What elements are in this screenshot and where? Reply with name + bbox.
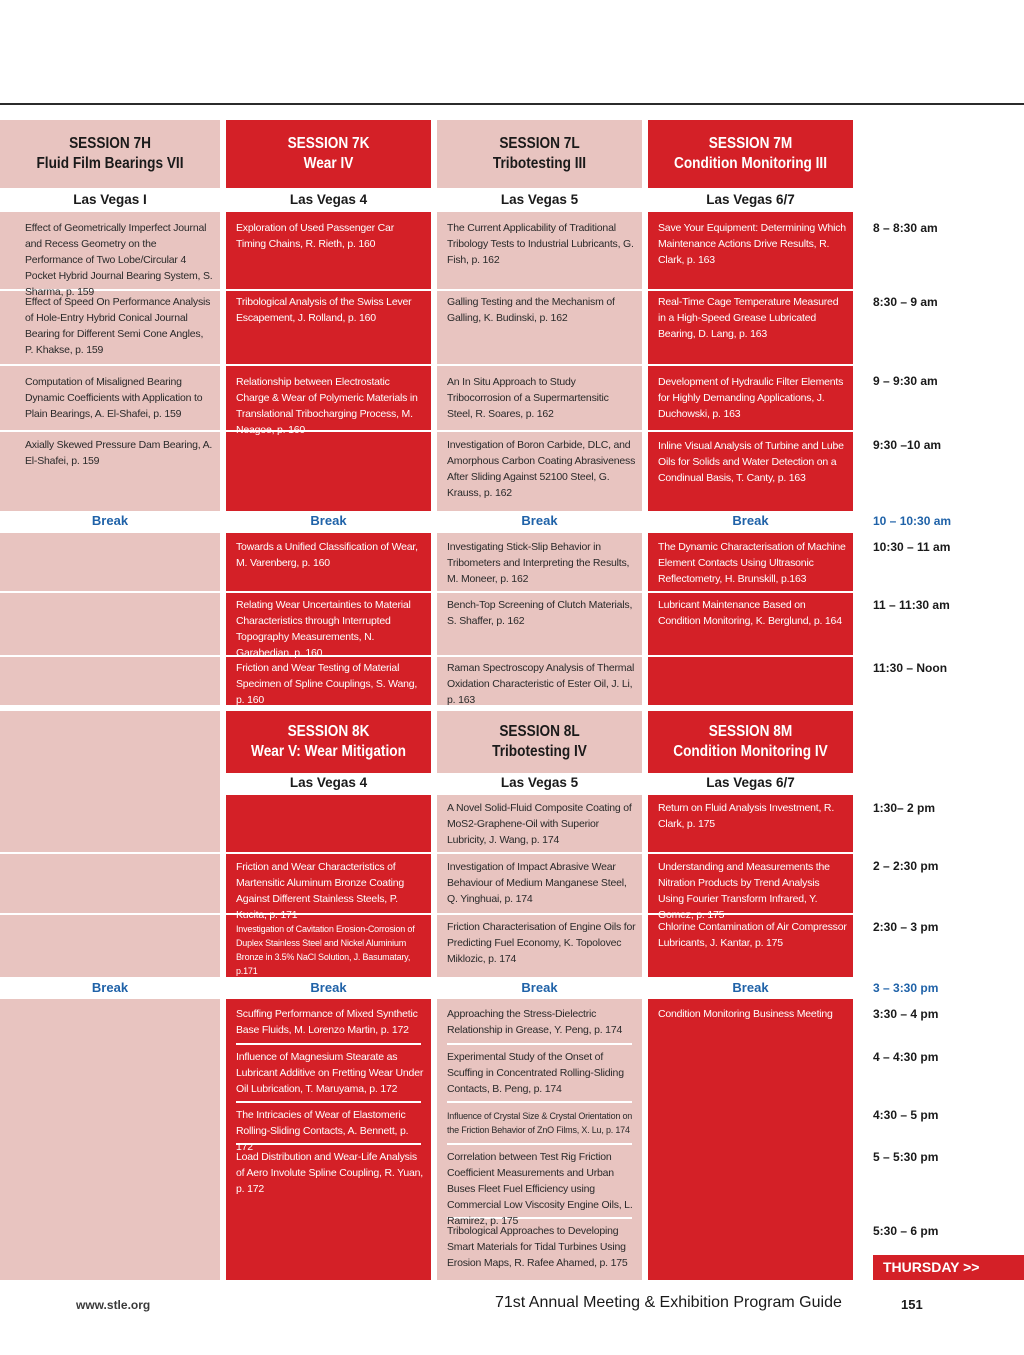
talk-entry: Effect of Geometrically Imperfect Journal and Recess Geometry on the Performance of Two Lobe/Circular 4 Pocket Hybrid Journal Bearing System, S. Sharma, p. 159 xyxy=(25,222,213,298)
time-slot: 5:30 – 6 pm xyxy=(873,1224,939,1238)
room-label: Las Vegas 4 xyxy=(226,773,431,793)
talk-entry: Investigation of Boron Carbide, DLC, and Amorphous Carbon Coating Abrasiveness After Sliding Against 52100 Steel, G. Krauss, p. 162 xyxy=(447,439,636,499)
break-label: Break xyxy=(0,511,220,531)
talk-entry: Save Your Equipment: Determining Which Maintenance Actions Drive Results, R. Clark, p. 163 xyxy=(658,222,846,266)
talk-entry: Influence of Crystal Size & Crystal Orientation on the Friction Behavior of ZnO Films, X. Lu, p. 174 xyxy=(447,1111,633,1135)
talk-entry: Axially Skewed Pressure Dam Bearing, A. El-Shafei, p. 159 xyxy=(25,439,213,467)
session-8m-header xyxy=(660,711,840,773)
top-rule xyxy=(0,103,1024,105)
break-label: Break xyxy=(648,978,853,998)
session-title: Tribotesting III xyxy=(492,155,587,172)
talk-entry: Relating Wear Uncertainties to Material Characteristics through Interrupted Topography Measurements, N. Garabedian, p. 160 xyxy=(236,599,411,659)
session-title: Wear V: Wear Mitigation xyxy=(251,743,406,760)
room-label: Las Vegas 6/7 xyxy=(648,190,853,210)
talk-entry: Friction and Wear Characteristics of Martensitic Aluminum Bronze Coating Against Different Stainless Steels, P. Kucita, p. 171 xyxy=(236,861,405,921)
talk-entry: Computation of Misaligned Bearing Dynamic Coefficients with Application to Plain Bearings, A. El-Shafei, p. 159 xyxy=(25,376,203,420)
session-title: Condition Monitoring III xyxy=(673,155,828,172)
talk-entry: The Intricacies of Wear of Elastomeric Rolling-Sliding Contacts, A. Bennett, p. 172 xyxy=(236,1109,409,1153)
talk-entry: Effect of Speed On Performance Analysis of Hole-Entry Hybrid Conical Journal Bearing for Different Semi Cone Angles, P. Khakse, p. 159 xyxy=(25,296,211,356)
session-title: Tribotesting IV xyxy=(492,743,587,760)
talk-entry: Raman Spectroscopy Analysis of Thermal Oxidation Characteristic of Ester Oil, J. Li, p. 163 xyxy=(447,662,635,706)
time-slot: 1:30– 2 pm xyxy=(873,801,936,815)
session-id: SESSION 7M xyxy=(708,135,793,152)
session-id: SESSION 7K xyxy=(287,135,370,152)
room-label: Las Vegas 5 xyxy=(437,190,642,210)
talk-entry: Tribological Approaches to Developing Smart Materials for Tidal Turbines Using Erosion Maps, R. Rafee Ahamed, p. 175 xyxy=(447,1225,628,1269)
column-7k-bg xyxy=(226,212,431,511)
talk-entry: Development of Hydraulic Filter Elements for Highly Demanding Applications, J. Duchowski, p. 163 xyxy=(658,376,844,420)
time-slot: 9 – 9:30 am xyxy=(873,374,938,388)
session-7k-header xyxy=(238,120,418,188)
break-label: Break xyxy=(226,511,431,531)
talk-entry: Towards a Unified Classification of Wear, M. Varenberg, p. 160 xyxy=(236,541,418,569)
talk-entry: Return on Fluid Analysis Investment, R. Clark, p. 175 xyxy=(658,802,835,830)
talk-entry: Influence of Magnesium Stearate as Lubricant Additive on Fretting Wear Under Oil Lubrication, T. Maruyama, p. 172 xyxy=(236,1051,424,1095)
talk-entry: Friction and Wear Testing of Material Specimen of Spline Couplings, S. Wang, p. 160 xyxy=(236,662,418,706)
talk-entry: Chlorine Contamination of Air Compressor Lubricants, J. Kantar, p. 175 xyxy=(658,921,847,949)
talk-entry: Scuffing Performance of Mixed Synthetic Base Fluids, M. Lorenzo Martin, p. 172 xyxy=(236,1008,418,1036)
time-slot: 11:30 – Noon xyxy=(873,661,948,675)
break-label: Break xyxy=(0,978,220,998)
session-8l-header xyxy=(449,711,629,773)
session-title: Condition Monitoring IV xyxy=(673,743,828,760)
column-7h-bg xyxy=(0,711,220,773)
talk-entry: Bench-Top Screening of Clutch Materials, S. Shaffer, p. 162 xyxy=(447,599,633,627)
session-id: SESSION 7H xyxy=(69,135,151,152)
column-7h-bg xyxy=(0,793,220,977)
break-label: Break xyxy=(226,978,431,998)
talk-entry: The Current Applicability of Traditional Tribology Tests to Industrial Lubricants, G. Fish, p. 162 xyxy=(447,222,634,266)
column-7h-bg xyxy=(0,773,220,793)
session-8k-header xyxy=(238,711,418,773)
session-7l-header xyxy=(449,120,629,188)
thursday-next-link[interactable]: THURSDAY >> xyxy=(873,1255,1024,1280)
session-title: Fluid Film Bearings VII xyxy=(36,155,184,172)
time-slot: 2:30 – 3 pm xyxy=(873,920,939,934)
session-7h-header xyxy=(13,120,207,188)
session-id: SESSION 8L xyxy=(499,723,580,740)
talk-entry: Friction Characterisation of Engine Oils for Predicting Fuel Economy, K. Topolovec Miklozic, p. 174 xyxy=(447,921,636,965)
footer-url[interactable]: www.stle.org xyxy=(76,1298,151,1312)
session-id: SESSION 8M xyxy=(708,723,793,740)
talk-entry: Galling Testing and the Mechanism of Galling, K. Budinski, p. 162 xyxy=(447,296,615,324)
talk-entry: Understanding and Measurements the Nitration Products by Trend Analysis Using Fourier Transform Infrared, Y. Gomez, p. 175 xyxy=(658,861,830,921)
talk-entry: Investigation of Impact Abrasive Wear Behaviour of Medium Manganese Steel, Q. Yinghuai, p. 174 xyxy=(447,861,627,905)
time-slot: 4 – 4:30 pm xyxy=(873,1050,939,1064)
talk-entry: Investigating Stick-Slip Behavior in Tribometers and Interpreting the Results, M. Moneer, p. 162 xyxy=(447,541,630,585)
break-label: Break xyxy=(648,511,853,531)
talk-entry: The Dynamic Characterisation of Machine Element Contacts Using Ultrasonic Reflectometry, H. Brunskill, p.163 xyxy=(658,541,846,585)
time-slot: 2 – 2:30 pm xyxy=(873,859,939,873)
footer-title: 71st Annual Meeting & Exhibition Program Guide xyxy=(495,1294,842,1311)
talk-entry: An In Situ Approach to Study Tribocorrosion of a Supermartensitic Steel, R. Soares, p. 162 xyxy=(447,376,609,420)
talk-entry: Correlation between Test Rig Friction Coefficient Measurements and Urban Buses Fleet Fuel Efficiency using Commercial Low Viscosity Engine Oils, L. Ramirez, p. 175 xyxy=(447,1151,633,1227)
room-label: Las Vegas I xyxy=(0,190,220,210)
talk-entry: Tribological Analysis of the Swiss Lever Escapement, J. Rolland, p. 160 xyxy=(236,296,412,324)
time-slot-break: 10 – 10:30 am xyxy=(873,514,952,528)
time-slot: 8:30 – 9 am xyxy=(873,295,938,309)
talk-entry: Approaching the Stress-Dielectric Relationship in Grease, Y. Peng, p. 174 xyxy=(447,1008,623,1036)
time-slot: 11 – 11:30 am xyxy=(873,598,950,612)
time-slot: 4:30 – 5 pm xyxy=(873,1108,939,1122)
room-label: Las Vegas 5 xyxy=(437,773,642,793)
break-label: Break xyxy=(437,978,642,998)
column-7h-bg xyxy=(0,533,220,705)
time-slot: 3:30 – 4 pm xyxy=(873,1007,939,1021)
session-7m-header xyxy=(660,120,840,188)
time-slot: 5 – 5:30 pm xyxy=(873,1150,939,1164)
talk-entry: Lubricant Maintenance Based on Condition Monitoring, K. Berglund, p. 164 xyxy=(658,599,842,627)
talk-entry: Condition Monitoring Business Meeting xyxy=(658,1008,833,1020)
session-id: SESSION 8K xyxy=(287,723,370,740)
time-slot: 9:30 –10 am xyxy=(873,438,942,452)
talk-entry: A Novel Solid-Fluid Composite Coating of MoS2-Graphene-Oil with Superior Lubricity, J. Wang, p. 174 xyxy=(447,802,632,846)
time-slot: 10:30 – 11 am xyxy=(873,540,951,554)
talk-entry: Investigation of Cavitation Erosion-Corrosion of Duplex Stainless Steel and Nickel Aluminium Bronze in 3.5% NaCl Solution, J. Basumatary, p.171 xyxy=(236,924,415,976)
column-7h-bg xyxy=(0,999,220,1280)
talk-entry: Relationship between Electrostatic Charge & Wear of Polymeric Materials in Translational Tribocharging Process, M. Neagoe, p. 160 xyxy=(236,376,418,436)
talk-entry: Real-Time Cage Temperature Measured in a High-Speed Grease Lubricated Bearing, D. Lang, p. 163 xyxy=(658,296,839,340)
time-slot-break: 3 – 3:30 pm xyxy=(873,981,939,995)
talk-entry: Load Distribution and Wear-Life Analysis of Aero Involute Spline Coupling, R. Yuan, p. 172 xyxy=(236,1151,423,1195)
room-label: Las Vegas 6/7 xyxy=(648,773,853,793)
time-slot: 8 – 8:30 am xyxy=(873,221,938,235)
talk-entry: Experimental Study of the Onset of Scuffing in Concentrated Rolling-Sliding Contacts, B. Peng, p. 174 xyxy=(447,1051,624,1095)
talk-entry: Exploration of Used Passenger Car Timing Chains, R. Rieth, p. 160 xyxy=(236,222,394,250)
session-id: SESSION 7L xyxy=(499,135,580,152)
room-label: Las Vegas 4 xyxy=(226,190,431,210)
page-number: 151 xyxy=(901,1297,923,1312)
talk-entry: Inline Visual Analysis of Turbine and Lube Oils for Solids and Water Detection on a Condinual Basis, T. Canty, p. 163 xyxy=(658,440,844,484)
session-title: Wear IV xyxy=(303,155,354,172)
column-8m-bg xyxy=(648,999,853,1280)
break-label: Break xyxy=(437,511,642,531)
